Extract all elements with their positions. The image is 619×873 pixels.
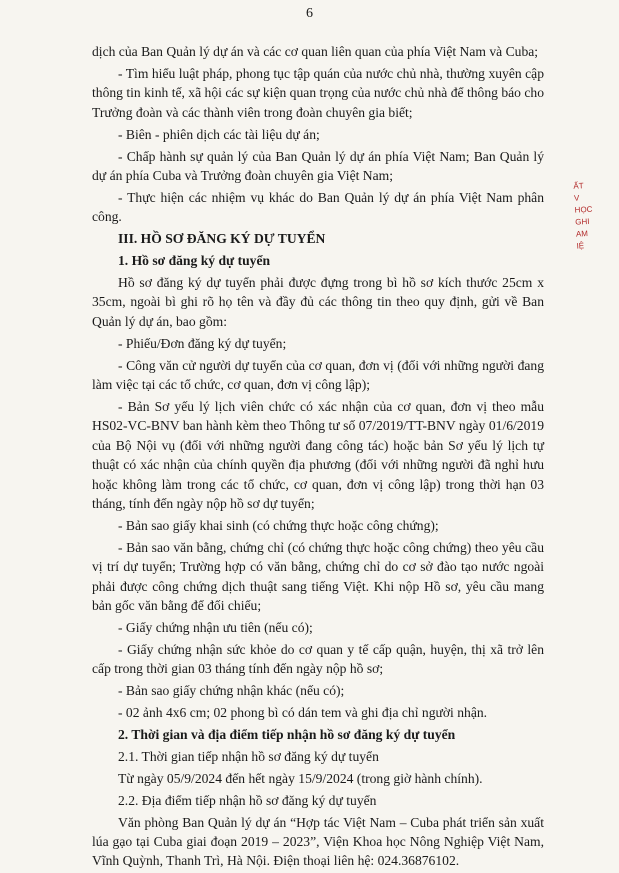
subsection-heading: 1. Hồ sơ đăng ký dự tuyển: [118, 253, 271, 269]
paragraph: - Giấy chứng nhận sức khỏe do cơ quan y tế cấp quận, huyện, thị xã trở lên cấp trong thời gian 03 tháng tính đến ngày nộp hồ sơ;: [92, 641, 544, 677]
margin-stamp-line: IỆ: [576, 241, 585, 251]
paragraph: - Giấy chứng nhận ưu tiên (nếu có);: [118, 619, 313, 635]
document-body: [92, 42, 544, 873]
paragraph: - Bản sao giấy chứng nhận khác (nếu có);: [118, 683, 345, 699]
page-number: 6: [306, 6, 313, 21]
paragraph: - Tìm hiểu luật pháp, phong tục tập quán của nước chủ nhà, thường xuyên cập thông tin kinh tế, xã hội các sự kiện quan trọng của nước chủ nhà để thông báo cho Trưởng đoàn và các thành viên trong đoàn chuyên gia biết;: [92, 65, 544, 120]
paragraph: - Phiếu/Đơn đăng ký dự tuyển;: [118, 335, 287, 351]
paragraph: 2.2. Địa điểm tiếp nhận hồ sơ đăng ký dự tuyển: [118, 792, 377, 808]
paragraph: - Thực hiện các nhiệm vụ khác do Ban Quản lý dự án phía Việt Nam phân công.: [92, 189, 544, 225]
subsection-heading: 2. Thời gian và địa điểm tiếp nhận hồ sơ đăng ký dự tuyển: [118, 726, 456, 742]
margin-stamp: [573, 179, 603, 252]
paragraph: - Công văn cử người dự tuyển của cơ quan, đơn vị (đối với những người đang làm việc tại các tổ chức, cơ quan, đơn vị công lập);: [92, 357, 544, 392]
margin-stamp-line: AM: [575, 229, 589, 239]
margin-stamp-line: V: [573, 193, 580, 203]
paragraph: - Chấp hành sự quản lý của Ban Quản lý dự án phía Việt Nam; Ban Quản lý dự án phía Cuba và Trưởng đoàn chuyên gia Việt Nam;: [92, 148, 544, 183]
margin-stamp-line: GHI: [575, 216, 590, 227]
paragraph: Hồ sơ đăng ký dự tuyển phải được đựng trong bì hồ sơ kích thước 25cm x 35cm, ngoài bì ghi rõ họ tên và đầy đủ các thông tin theo quy định, gửi về Ban Quản lý dự án, bao gồm:: [92, 274, 544, 329]
paragraph: Từ ngày 05/9/2024 đến hết ngày 15/9/2024 (trong giờ hành chính).: [118, 770, 483, 786]
margin-stamp-line: HỌC: [574, 204, 593, 215]
paragraph: - Bản sao văn bằng, chứng chỉ (có chứng thực hoặc công chứng) theo yêu cầu vị trí dự tuyển; Trường hợp có văn bằng, chứng chỉ do cơ sở đào tạo nước ngoài phải được công chứng dịch thuật sang tiếng Việt. Khi nộp Hồ sơ, yêu cầu mang bản gốc văn bằng để đối chiếu;: [92, 539, 544, 613]
paragraph: dịch của Ban Quản lý dự án và các cơ quan liên quan của phía Việt Nam và Cuba;: [92, 44, 539, 59]
paragraph: Văn phòng Ban Quản lý dự án “Hợp tác Việt Nam – Cuba phát triển sản xuất lúa gạo tại Cuba giai đoạn 2019 – 2023”, Viện Khoa học Nông Nghiệp Việt Nam, Vĩnh Quỳnh, Thanh Trì, Hà Nội. Điện thoại liên hệ: 024.36876102.: [92, 814, 544, 869]
paragraph: - Biên - phiên dịch các tài liệu dự án;: [118, 126, 320, 142]
paragraph: - 02 ảnh 4x6 cm; 02 phong bì có dán tem và ghi địa chỉ người nhận.: [118, 705, 488, 720]
paragraph: - Bản Sơ yếu lý lịch viên chức có xác nhận của cơ quan, đơn vị theo mẫu HS02-VC-BNV ban hành kèm theo Thông tư số 07/2019/TT-BNV ngày 01/6/2019 của Bộ Nội vụ (đối với những người đang công tác) hoặc bản Sơ yếu lý lịch tự thuật có xác nhận của chính quyền địa phương (đối với những người đã nghỉ hưu hoặc không làm trong các tổ chức, cơ quan, đơn vị công lập) trong thời hạn 03 tháng, tính đến ngày nộp hồ sơ dự tuyển;: [92, 398, 544, 511]
margin-stamp-line: ẤT: [573, 181, 584, 191]
paragraph: 2.1. Thời gian tiếp nhận hồ sơ đăng ký dự tuyển: [118, 748, 379, 764]
paragraph: - Bản sao giấy khai sinh (có chứng thực hoặc công chứng);: [118, 517, 439, 533]
section-heading: III. HỒ SƠ ĐĂNG KÝ DỰ TUYỂN: [118, 231, 326, 247]
